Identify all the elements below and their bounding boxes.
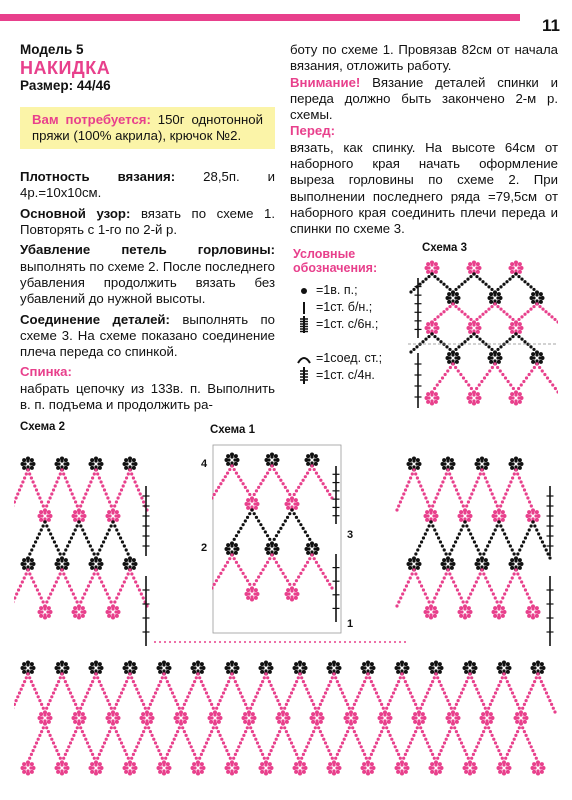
- row-number-3: 3: [347, 529, 354, 541]
- row-number-1: 1: [347, 618, 354, 630]
- materials-box: [20, 107, 275, 150]
- scheme1-label: Схема 1: [210, 424, 256, 436]
- back-label: Спинка:: [20, 364, 72, 380]
- page-number: 11: [542, 16, 560, 35]
- density-label: Плотность вязания:: [20, 169, 176, 185]
- join-label: Соединение деталей:: [20, 311, 170, 327]
- decrease-text: выполнять по схеме 2. После последнего убавления продолжить вязать без убавлений до нужной высоты.: [20, 258, 275, 307]
- attention-label: Внимание!: [290, 74, 361, 90]
- four-yarnover-stitch-icon: [292, 367, 316, 384]
- scheme3-label: Схема 3: [422, 242, 468, 254]
- scheme2-chart: [14, 446, 560, 786]
- attention-text: Вязание деталей спинки и переда должно быть закончено 2-м р. схемы.: [290, 74, 558, 123]
- front-label: Перед:: [290, 123, 335, 139]
- pattern-paragraph: [20, 206, 275, 239]
- back-text: набрать цепочку из 133в. п. Выполнить в. п. подъема и продолжить ра-: [20, 380, 275, 413]
- front-text: вязать, как спинку. На высоте 64см от наборного края начать оформление выреза горловины по схеме 2. При выполнении последнего ряда =79,5см от наборного края соединить плечи переда и спинки по схеме 3.: [290, 139, 558, 237]
- chain-stitch-icon: [292, 286, 316, 296]
- join-text: выполнять по схеме 3. На схеме показано соединение плеча переда со спинкой.: [20, 311, 275, 360]
- right-column: [290, 42, 558, 238]
- left-column: [20, 42, 275, 413]
- attention-paragraph: [290, 75, 558, 124]
- materials-text: 150г однотонной пряжи (100% акрила), крючок №2.: [32, 111, 263, 143]
- six-yarnover-stitch-icon: [292, 316, 316, 333]
- materials-label: Вам потребуется:: [32, 111, 151, 127]
- legend-item-sc: =1ст. б/н.;: [292, 299, 382, 316]
- size-label: Размер: 44/46: [20, 78, 111, 94]
- single-crochet-icon: [292, 301, 316, 315]
- decrease-paragraph: [20, 242, 275, 307]
- top-bar: [0, 14, 520, 21]
- join-paragraph: [20, 312, 275, 361]
- legend: [292, 282, 382, 384]
- density-paragraph: [20, 169, 275, 202]
- legend-title-line2: обозначения:: [293, 261, 378, 275]
- row-number-4: 4: [201, 458, 208, 470]
- legend-item-slip: =1соед. ст.;: [292, 350, 382, 367]
- legend-title-line1: Условные: [293, 247, 356, 261]
- scheme3-chart: [408, 258, 558, 423]
- pattern-label: Основной узор:: [20, 205, 131, 221]
- row-number-2: 2: [201, 542, 208, 554]
- slip-stitch-icon: [292, 353, 316, 365]
- model-label: Модель 5: [20, 42, 84, 57]
- decrease-label: Убавление петель горловины:: [20, 242, 275, 258]
- legend-item-chain: =1в. п.;: [292, 282, 382, 299]
- page-title: НАКИДКА: [20, 58, 111, 79]
- legend-item-4tr: =1ст. с/4н.: [292, 367, 382, 384]
- legend-title: [293, 247, 377, 275]
- continue-text: боту по схеме 1. Провязав 82см от начала вязания, отложить работу.: [290, 42, 558, 74]
- pattern-text: вязать по схеме 1. Повторять с 1-го по 2-й р.: [20, 205, 275, 238]
- density-text: 28,5п. и 4р.=10х10см.: [20, 169, 276, 201]
- scheme2-label: Схема 2: [20, 421, 66, 433]
- legend-item-6tr: =1ст. с/6н.;: [292, 316, 382, 333]
